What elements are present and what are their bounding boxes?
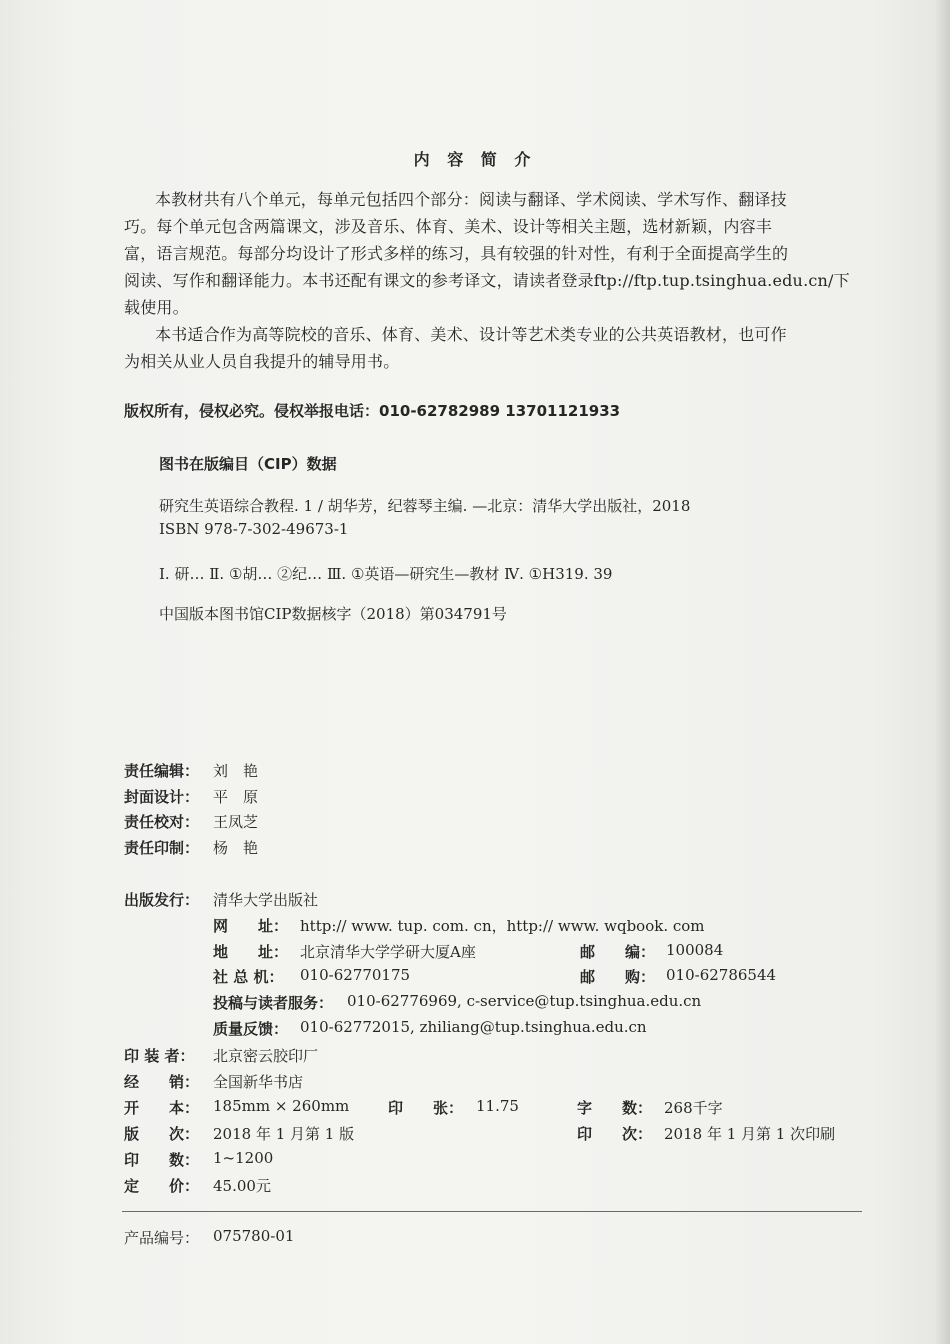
price-label: 定 价： (124, 1177, 200, 1195)
switchboard-label: 社 总 机： (213, 968, 284, 986)
word-count-value: 268千字 (664, 1099, 723, 1117)
sheets-label: 印 张： (388, 1099, 464, 1117)
footer-divider (122, 1211, 862, 1212)
printer-label: 印 装 者： (124, 1047, 195, 1065)
publisher-name: 清华大学出版社 (213, 891, 319, 909)
proofreader-label: 责任校对： (124, 813, 200, 831)
summary-p1-line-4: 阅读、写作和翻译能力。本书还配有课文的参考译文，请读者登录ftp://ftp.tup.tsinghua.edu.cn/下 (124, 271, 850, 290)
copyright-notice: 版权所有，侵权必究。侵权举报电话：010-62782989 13701121933 (124, 402, 621, 420)
summary-p1-line-3: 富，语言规范。每部分均设计了形式多样的练习，具有较强的针对性，有利于全面提高学生的 (124, 244, 789, 263)
edition-value: 2018 年 1 月第 1 版 (213, 1125, 355, 1143)
cover-design-label: 封面设计： (124, 788, 200, 806)
cover-design-value: 平 原 (213, 788, 259, 806)
cip-isbn: ISBN 978-7-302-49673-1 (159, 520, 349, 538)
print-run-label: 印 数： (124, 1151, 200, 1169)
summary-p2-line-1: 本书适合作为高等院校的音乐、体育、美术、设计等艺术类专业的公共英语教材，也可作 (155, 325, 787, 344)
distributor-value: 全国新华书店 (213, 1073, 304, 1091)
address-value: 北京清华大学学研大厦A座 (300, 943, 476, 961)
editor-label: 责任编辑： (124, 762, 200, 780)
website-label: 网 址： (213, 917, 289, 935)
cip-number: 中国版本图书馆CIP数据核字（2018）第034791号 (159, 605, 507, 623)
publisher-label: 出版发行： (124, 891, 200, 909)
product-number-label: 产品编号： (124, 1229, 200, 1247)
switchboard-value: 010-62770175 (300, 966, 411, 984)
summary-p1-line-2: 巧。每个单元包含两篇课文，涉及音乐、体育、美术、设计等相关主题，选材新颖，内容丰 (124, 217, 773, 236)
print-supervisor-label: 责任印制： (124, 839, 200, 857)
summary-p2-line-2: 为相关从业人员自我提升的辅导用书。 (124, 352, 400, 371)
impression-value: 2018 年 1 月第 1 次印刷 (664, 1125, 836, 1143)
editor-value: 刘 艳 (213, 762, 259, 780)
proofreader-value: 王凤芝 (213, 813, 259, 831)
feedback-label: 质量反馈： (213, 1020, 289, 1038)
sheets-value: 11.75 (476, 1097, 519, 1115)
submission-label: 投稿与读者服务： (213, 994, 334, 1012)
postcode-value: 100084 (666, 941, 724, 959)
address-label: 地 址： (213, 943, 289, 961)
page-edge-shadow (934, 0, 950, 1344)
cip-classification: Ⅰ. 研… Ⅱ. ①胡… ②纪… Ⅲ. ①英语—研究生—教材 Ⅳ. ①H319. 39 (159, 565, 613, 583)
summary-heading: 内 容 简 介 (413, 150, 537, 169)
edition-label: 版 次： (124, 1125, 200, 1143)
impression-label: 印 次： (577, 1125, 653, 1143)
feedback-value: 010-62772015, zhiliang@tup.tsinghua.edu.cn (300, 1018, 647, 1036)
distributor-label: 经 销： (124, 1073, 200, 1091)
mail-order-label: 邮 购： (580, 968, 656, 986)
cip-bibliographic-line: 研究生英语综合教程. 1 / 胡华芳，纪蓉琴主编. —北京：清华大学出版社，2018 (159, 497, 691, 515)
mail-order-value: 010-62786544 (666, 966, 777, 984)
summary-p1-line-5: 载使用。 (124, 298, 189, 317)
postcode-label: 邮 编： (580, 943, 656, 961)
printer-value: 北京密云胶印厂 (213, 1047, 319, 1065)
print-run-value: 1~1200 (213, 1149, 274, 1167)
product-number-value: 075780-01 (213, 1227, 295, 1245)
format-label: 开 本： (124, 1099, 200, 1117)
summary-p1-line-1: 本教材共有八个单元，每单元包括四个部分：阅读与翻译、学术阅读、学术写作、翻译技 (155, 190, 787, 209)
format-value: 185mm × 260mm (213, 1097, 350, 1115)
cip-heading: 图书在版编目（CIP）数据 (159, 455, 337, 473)
word-count-label: 字 数： (577, 1099, 653, 1117)
website-value: http:// www. tup. com. cn，http:// www. wqbook. com (300, 917, 705, 935)
price-value: 45.00元 (213, 1177, 271, 1195)
print-supervisor-value: 杨 艳 (213, 839, 259, 857)
submission-value: 010-62776969, c-service@tup.tsinghua.edu.cn (347, 992, 702, 1010)
